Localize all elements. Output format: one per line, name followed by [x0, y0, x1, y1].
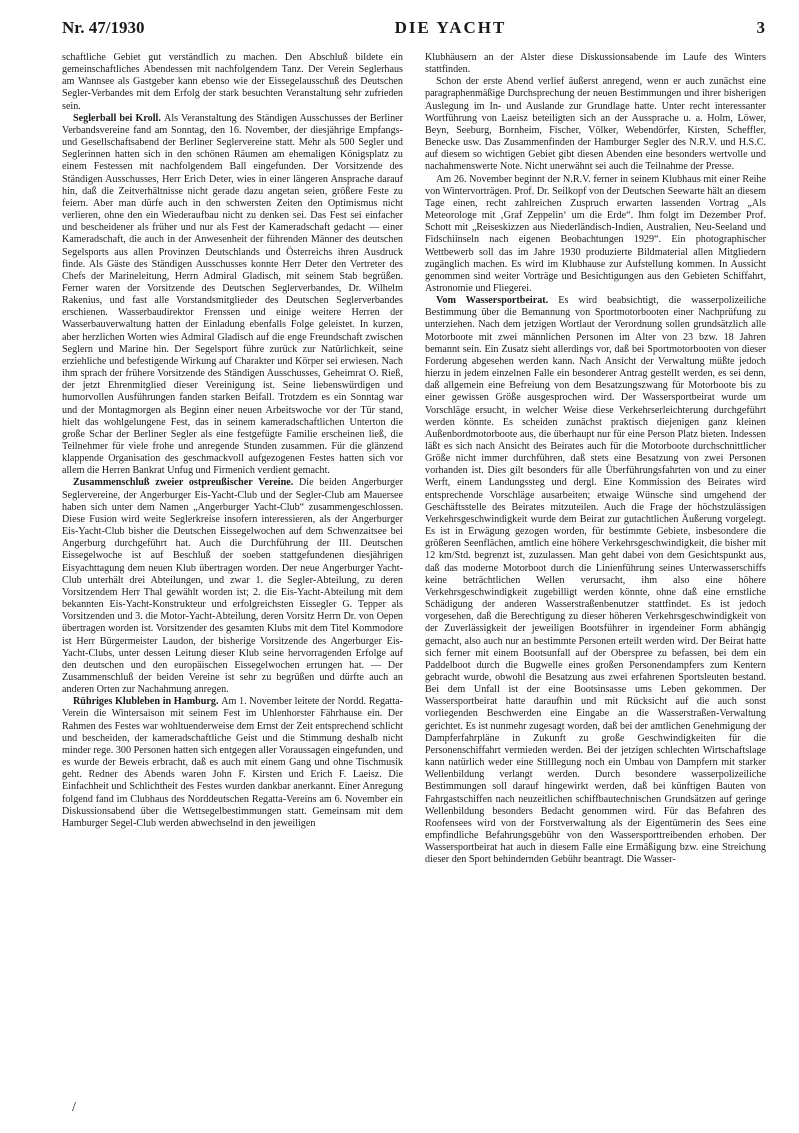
article-heading-wassersportbeirat: Vom Wassersportbeirat. — [436, 295, 559, 307]
article-heading-ostpreussen: Zusammenschluß zweier ostpreußischer Vereine. — [73, 477, 299, 489]
article-ostpreussen — [62, 477, 403, 696]
article-wassersportbeirat — [425, 295, 766, 866]
left-column — [62, 52, 403, 1112]
article-heading-hamburg: Rühriges Klubleben in Hamburg. — [73, 696, 222, 708]
article-body-ostpreussen: Die beiden Angerburger Seglervereine, der Angerburger Eis-Yacht-Club und der Segler-Club am Mauersee haben sich unter dem Namen „Angerburger Yacht-Club“ zusammengeschlossen. Diese Fusion wird weite Seglerkreise insofern interessieren, als der Angerburger Eis-Yacht-Club bisher die Deutschen Eissegelwochen auf dem Schwenzaitsee bei Angerburg durchgeführt hat. Auch die Durchführung der III. Deutschen Eissegelwoche ist auf Beschluß der soeben stattgefundenen diesjährigen Eisyachttagung dem neuen Klub übertragen worden. Der neue Angerburger Yacht-Club unterhält drei Abteilungen, und zwar 1. die Segler-Abteilung, zu deren Vorsitzendem Herr Thal gewählt worden ist; 2. die Eis-Yacht-Abteilung mit dem bekannten Eis-Yacht-Konstrukteur und erfolgreichsten Eissegler G. Tepper als Vorsitzenden und 3. die Motor-Yacht-Abteilung, deren Vorsitz Herrn Dr. von Oepen übertragen worden ist. Vorsitzender des gesamten Klubs mit dem Titel Kommodore ist Herr Bürgermeister Laudon, der bisherige Vorsitzende des Angerburger Eis-Yacht-Clubs, unter dessen Leitung dieser Klub seine hervorragenden Erfolge auf den deutschen und den europäischen Eissegelwochen errungen hat. — Der Zusammenschluß der beiden Vereine ist sehr zu begrüßen und dürfte auch an anderen Orten zur Nachahmung anregen. — [62, 477, 403, 696]
continued-paragraph: Klubhäusern an der Alster diese Diskussionsabende im Laufe des Winters stattfinden. — [425, 52, 766, 76]
article-body-wassersportbeirat: Es wird beabsichtigt, die wasserpolizeiliche Bestimmung über die Bemannung von Sportmotorbooten einer Nachprüfung zu unterziehen. Nach dem jetzigen Wortlaut der Verordnung sollen grundsätzlich alle Motorboote mit zwei männlichen Personen im Alter von 23 bzw. 18 Jahren bemannt sein. Ein Zusatz sieht allerdings vor, daß bei Sportmotorbooten von dieser Forderung abgesehen werden kann. Nach Ansicht der Verwaltung müßte jedoch hierzu in jedem einzelnen Falle ein besonderer Antrag gestellt werden, es sei denn, daß allgemein eine Befreiung von dem Besatzungszwang für Motorboote bis zu einer gewissen Größe ausgesprochen wird. Der Wassersportbeirat wurde um Vorschläge ersucht, in welcher Weise diese Verkehrserleichterung durchgeführt werden könnte. Es scheiden zunächst praktisch diejenigen ganz kleinen Außenbordmotorboote aus, die überhaupt nur für eine Person Platz bieten. Indessen läßt es sich nach Ansicht des Beirates auch für die Motorboote durchschnittlicher Größe nicht immer durchführen, daß stets eine Besatzung von zwei Personen vorhanden ist. Dies gilt besonders für alle Überführungsfahrten von und zu einer Werft, einem Landungssteg und dergl. Eine Kommission des Beirates wird entsprechende Vorschläge ausarbeiten; etwaige Wünsche sind umgehend der Geschäftsstelle des Beirates mitzuteilen. Auch die Frage der höchstzulässigen Verkehrsgeschwindigkeit wurde dem Beirat zur gutachtlichen Äußerung vorgelegt. Es ist in Erwägung gezogen worden, für bestimmte Gebiete, insbesondere die größeren Seenflächen, amtlich eine höhere Verkehrsgeschwindigkeit, die bisher mit 12 km/Std. begrenzt ist, zuzulassen. Man geht dabei von dem Gesichtspunkt aus, daß das moderne Motorboot durch die Linienführung seines Unterwasserschiffs keine beträchtlichen Wellen verursacht, ihm also eine höhere Verkehrsgeschwindigkeit zugebilligt werden könnte, ohne daß eine ernstliche Schädigung der anderen Wasserstraßenbenutzer stattfindet. Es ist jedoch vorgesehen, daß die Berechtigung zu dieser höheren Verkehrsgeschwindigkeit von der Zuverlässigkeit der jeweiligen Bootsführer in irgendeiner Form abhängig gemacht, also auch nur an bestimmte Personen erteilt werden wird. Der Beirat hatte sich ferner mit einem Bootsunfall auf der Oberspree zu befassen, bei dem ein Paddelboot durch die Bugwelle eines großen Personendampfers zum Kentern gebracht wurde, obwohl die Besatzung aus zwei erfahrenen Sportsleuten bestand. Bei dem Unfall ist der eine Bootsinsasse ums Leben gekommen. Der Wassersportbeirat hatte daraufhin und mit Rücksicht auf die auch sonst vorliegenden Beschwerden eine Eingabe an die Wasserstraßen-Verwaltung gerichtet. Es ist nunmehr zugesagt worden, daß bei der amtlichen Genehmigung der Dampferfahrpläne in Zukunft zu große Geschwindigkeiten für die Personenschiffahrt vermieden werden. Bei der jetzigen schlechten Wirtschaftslage kann natürlich weder eine Stilllegung noch ein Umbau von Dampfern mit starker Wellenbildung verlangt werden. Durch besondere wasserpolizeiliche Bestimmungen soll darauf hingewirkt werden, daß bei künftigen Bauten von Fahrgastschiffen nach neuzeitlichen schiffbautechnischen Grundsätzen auf geringe Wellenbildung besonders Bedacht genommen wird. Für das Befahren des Roofensees wird von der Forstverwaltung als der Eigentümerin des Sees eine empfindliche Befahrungsgebühr von den Wassersporttreibenden erhoben. Der Wassersportbeirat hat auch in diesem Falle eine Ermäßigung bzw. eine Streichung dieser den Sport behindernden Gebühr beantragt. Die Wasser- — [425, 295, 766, 866]
margin-mark: / — [72, 1100, 76, 1115]
intro-paragraph: schaftliche Gebiet gut verständlich zu machen. Den Abschluß bildete ein gemeinschaftliches Abendessen mit nachfolgendem Tanz. Der Verein Seglerhaus am Wannsee als Gastgeber kann ebenso wie der Eissegelausschuß des Deutschen Segler-Verbandes mit dem Erfolg der stark besuchten Veranstaltung sehr zufrieden sein. — [62, 52, 403, 112]
paragraph-first-evening: Schon der erste Abend verlief äußerst anregend, wenn er auch zunächst eine paragraphenmäßige Durchsprechung der neuen Bestimmungen und ihrer bisherigen Auslegung im In- und Auslande zur Grundlage hatte. Unter recht interessanter Wortführung von Laeisz beteiligten sich an der Aussprache u. a. Holm, Löwer, Beyn, Seeburg, Bornheim, Fischer, Völker, Webendörfer, Kirsten, Scheffler, Benecke usw. Das Zusammenfinden der Hamburger Segler des N.R.V. und H.S.C. auf diesem so wichtigen Gebiet gibt diesen Abenden eine besonders wertvolle und nachahmenswerte Note. Nicht unerwähnt sei auch die Teilnahme der Presse. — [425, 76, 766, 173]
article-body-kroll: Als Veranstaltung des Ständigen Ausschusses der Berliner Verbandsvereine fand am Sonntag, den 16. November, der diesjährige Empfangs- und Gesellschaftsabend der Berliner Seglervereine statt. Mehr als 500 Segler und Seglerinnen hatten sich in den schönen Räumen am ehemaligen Königsplatz zu einem Festessen mit nachfolgendem Ball eingefunden. Der Vorsitzende des Ständigen Ausschusses, Herr Erich Deter, wies in einer längeren Ansprache darauf hin, daß die Zeitverhältnisse nicht gerade dazu angetan seien, größere Feste zu feiern. Aber man dürfe auch in den schwersten Zeiten den Optimismus nicht verlieren, ohne den ein Wiederaufbau nicht zu denken sei. Das Fest sei einfacher und bescheidener als früher und nur als Fest der Kameradschaft gedacht — einer Kameradschaft, die auch in der Anwesenheit der führenden Männer des deutschen Segelsports aus allen Provinzen Deutschlands und Österreichs ihren Ausdruck finde. Als Gäste des Ständigen Ausschusses konnte Herr Deter den Vertreter des Chefs der Marineleitung, Herrn Admiral Gladisch, mit seinem Stab begrüßen. Ferner waren der Vorsitzende des Deutschen Seglerverbandes, Dr. Wilhelm Rakenius, und fast alle Vorstandsmitglieder des Deutschen Seglerverbandes erschienen. Wasserbaudirektor Frenssen und einige weitere Herren der Wasserbauverwaltung hatten der Einladung ebenfalls Folge geleistet. In kurzen, aber herzlichen Worten wies Admiral Gladisch auf die enge Freundschaft zwischen Seglern und Marine hin. Der Segelsport führe zurück zur Natürlichkeit, seine erziehliche und befestigende Wirkung auf Charakter und Körper sei erwiesen. Nach ihm sprach der frühere Vorsitzende des Ständigen Ausschusses, Geheimrat O. Rieß, der jetzt Ehrenmitglied dieser Vereinigung ist. Seine liebenswürdigen und humorvollen Ausführungen fanden starken Beifall. Trotzdem es ein Sonntag war und der Montagmorgen als Beginn einer neuen Arbeitswoche vor der Tür stand, hielt das wohlgelungene Fest, das in seinem kameradschaftlichen Unterton die große Schar der Berliner Segler als eine festgefügte Familie erscheinen ließ, die Teilnehmer für viele frohe und anregende Stunden zusammen. Für die glänzend klappende Organisation des geschmackvoll aufgezogenen Festes hatten sich vor allem die Herren Bankrat Unfug und Firmenich verdient gemacht. — [62, 112, 403, 477]
right-column — [425, 52, 766, 1112]
article-heading-kroll: Seglerball bei Kroll. — [73, 112, 165, 124]
magazine-title: DIE YACHT — [394, 18, 507, 37]
page-header — [62, 18, 765, 48]
issue-number: Nr. 47/1930 — [62, 18, 145, 37]
article-kroll — [62, 113, 403, 478]
article-body-hamburg: Am 1. November leitete der Nordd. Regatta-Verein die Wintersaison mit seinem Fest im Uhlenhorster Fährhause ein. Der Rahmen des Festes war wohltuenderweise dem Ernst der Zeit entsprechend schlicht und bescheiden, der kameradschaftliche Geist und die Stimmung deshalb nicht minder rege. 300 Personen hatten sich entgegen aller Voraussagen eingefunden, und es wurde der Beweis erbracht, daß es auch mit einem Gang und ohne Tischmusik geht. Redner des Abends waren John F. Kirsten und Erich F. Laeisz. Die Einfachheit und Schlichtheit des Festes wurden dankbar anerkannt. Einer Anregung folgend fand im Clubhaus des Norddeutschen Regatta-Vereins am 6. November ein Diskussionsabend über die Wettsegelbestimmungen statt. Gemeinsam mit dem Hamburger Segel-Club werden abwechselnd in den jeweiligen — [62, 696, 403, 829]
paragraph-nrv-lectures: Am 26. November beginnt der N.R.V. ferner in seinem Klubhaus mit einer Reihe von Wintervorträgen. Prof. Dr. Seilkopf von der Deutschen Seewarte hält an diesem Tage einen, recht zahlreichen Zuspruch erwarten lassenden Vortrag „Als Meteorologe mit ‚Graf Zeppelin‘ um die Erde“. Ihm folgt im Dezember Prof. Schott mit „Reiseskizzen aus Niederländisch-Indien, Australien, Neu-Seeland und Fidschiinseln nach eigenen Beobachtungen 1929“. Ein photographischer Wettbewerb soll das im Jahre 1930 produzierte Bildmaterial allen Mitgliedern zugänglich machen. Es wird im Klubhause zur Aufstellung kommen. In Aussicht genommen sind weiter Vorträge und Besichtigungen aus den Gebieten Schiffahrt, Astronomie und Fliegerei. — [425, 173, 766, 294]
page-number: 3 — [756, 18, 765, 37]
article-hamburg — [62, 696, 403, 830]
